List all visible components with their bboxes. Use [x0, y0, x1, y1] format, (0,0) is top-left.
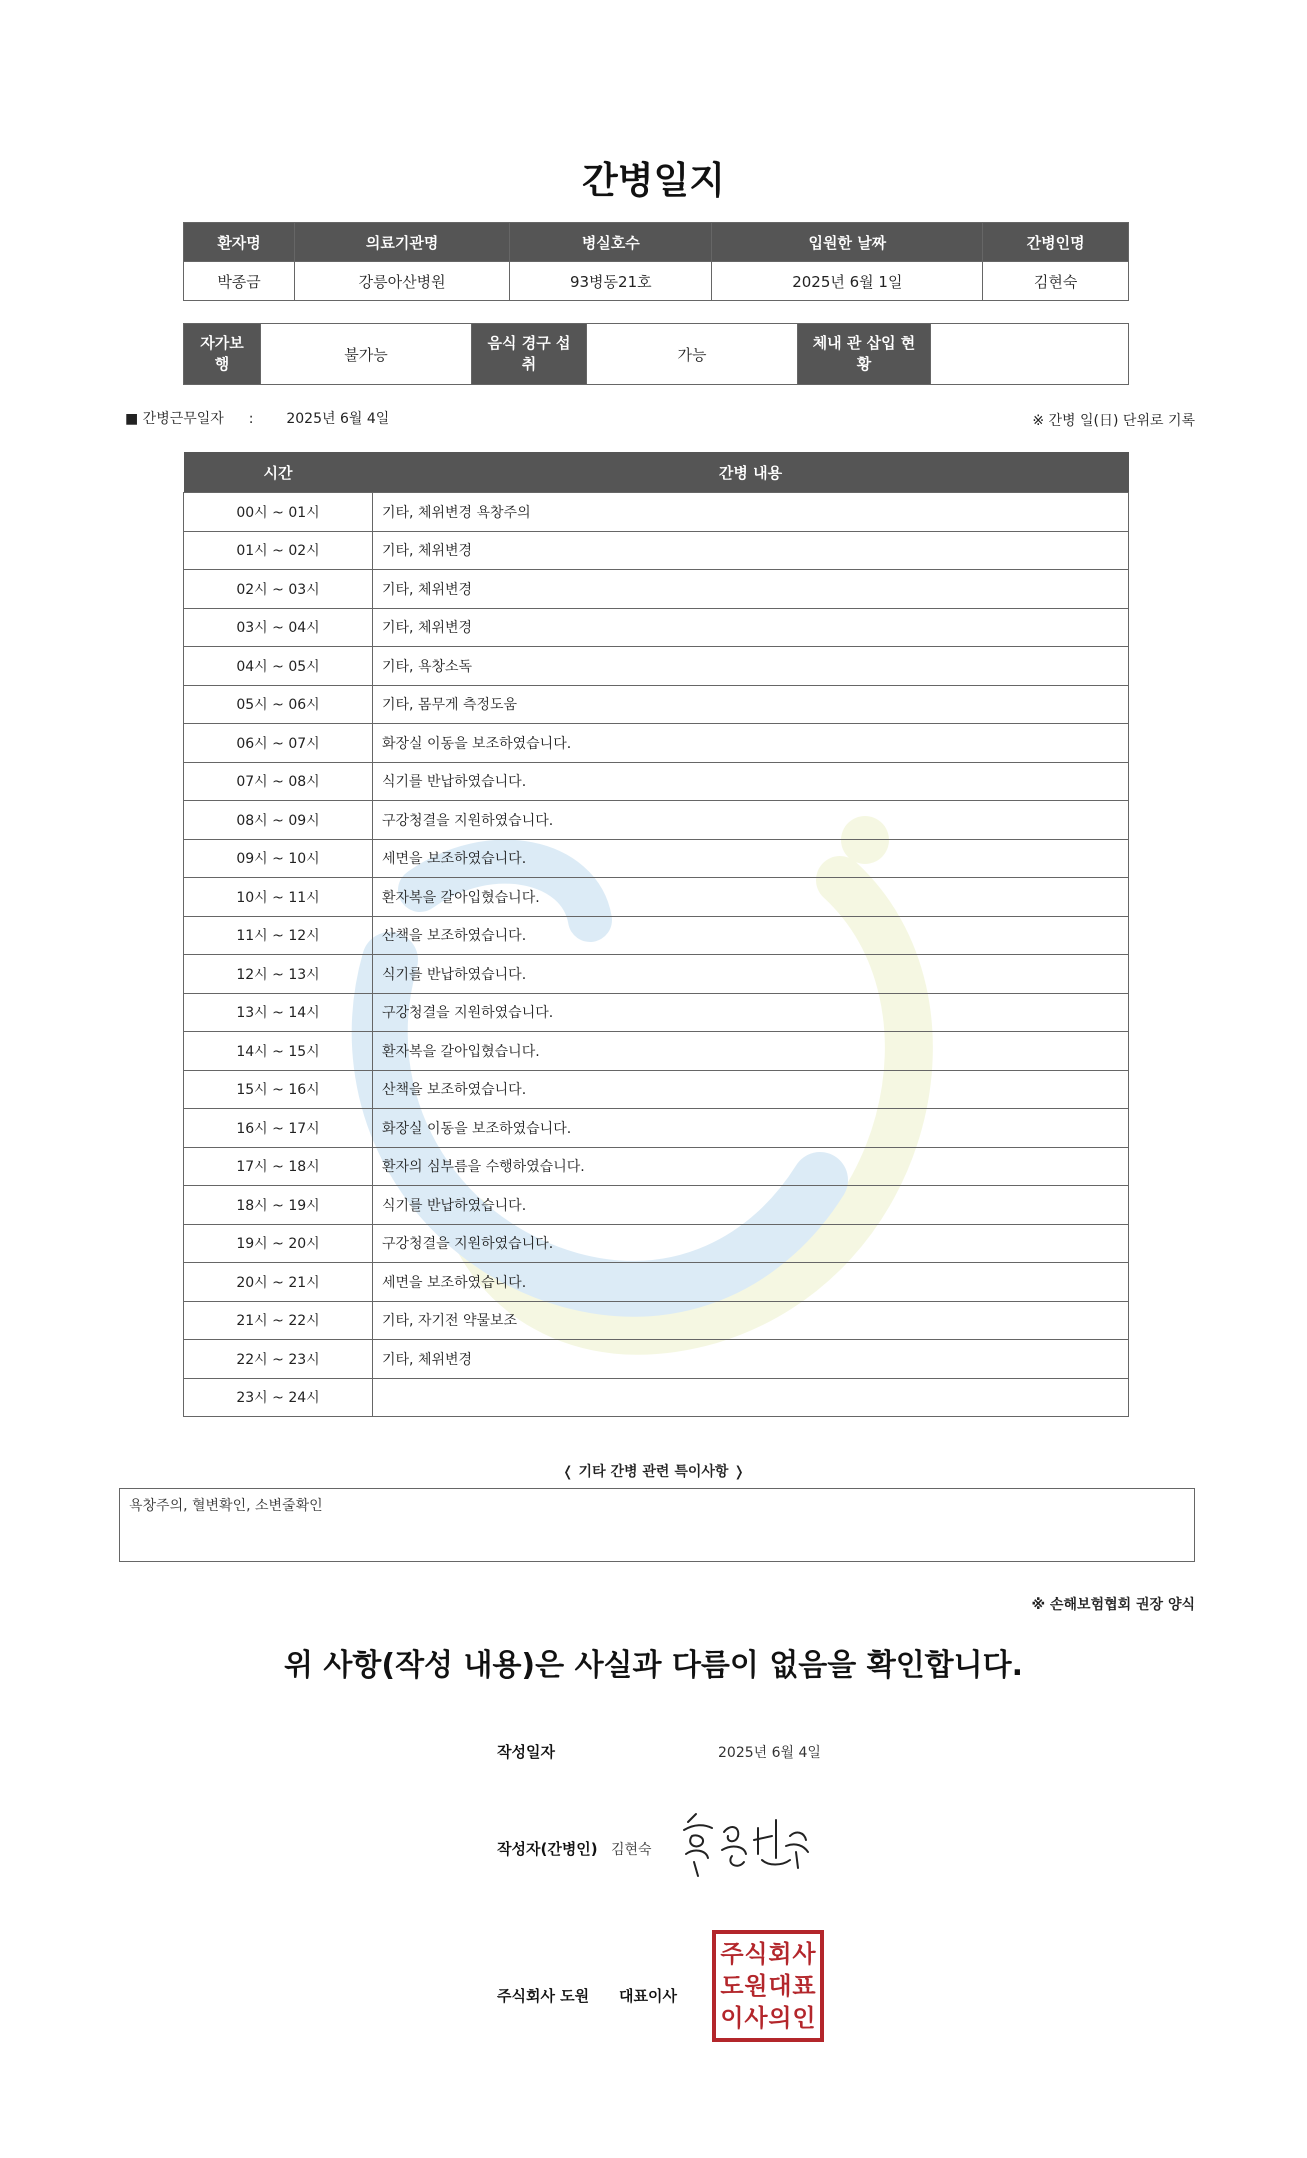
svg-text:이: 이 [720, 2004, 744, 2032]
log-content: 식기를 반납하였습니다. [373, 1186, 1129, 1225]
log-time: 22시 ~ 23시 [184, 1340, 373, 1379]
work-date-line [125, 408, 389, 428]
writer-label: 작성자(간병인) [497, 1840, 598, 1858]
log-content: 환자복을 갈아입혔습니다. [373, 1032, 1129, 1071]
svg-text:대: 대 [768, 1972, 792, 2000]
log-time: 13시 ~ 14시 [184, 993, 373, 1032]
log-time: 16시 ~ 17시 [184, 1109, 373, 1148]
log-row [184, 839, 1129, 878]
caregiver-name: 김현숙 [983, 262, 1129, 301]
handwritten-signature [678, 1810, 813, 1878]
svg-text:원: 원 [744, 1972, 768, 2000]
work-date-value: 2025년 6월 4일 [286, 411, 390, 427]
log-row [184, 1340, 1129, 1379]
log-time: 03시 ~ 04시 [184, 608, 373, 647]
log-row [184, 1224, 1129, 1263]
log-content: 구강청결을 지원하였습니다. [373, 993, 1129, 1032]
recommend-note: ※ 손해보험협회 권장 양식 [1031, 1597, 1195, 1613]
patient-info-table [183, 222, 1129, 301]
header-admission-date: 입원한 날짜 [712, 223, 983, 262]
write-date-value: 2025년 6월 4일 [718, 1745, 821, 1761]
header-room: 병실호수 [510, 223, 712, 262]
log-content: 기타, 체위변경 [373, 608, 1129, 647]
svg-text:회: 회 [768, 1940, 792, 1968]
log-time: 12시 ~ 13시 [184, 955, 373, 994]
log-time: 08시 ~ 09시 [184, 801, 373, 840]
writer-name: 김현숙 [611, 1842, 652, 1858]
svg-text:표: 표 [792, 1972, 816, 2000]
company-label: 주식회사 도원 [497, 1987, 590, 2005]
log-content: 산책을 보조하였습니다. [373, 1070, 1129, 1109]
log-content: 화장실 이동을 보조하였습니다. [373, 1109, 1129, 1148]
patient-name: 박종금 [184, 262, 295, 301]
log-content: 구강청결을 지원하였습니다. [373, 801, 1129, 840]
log-time: 21시 ~ 22시 [184, 1301, 373, 1340]
log-time: 07시 ~ 08시 [184, 762, 373, 801]
work-date-label: ■ 간병근무일자 [125, 411, 224, 427]
admission-date: 2025년 6월 1일 [712, 262, 983, 301]
log-content: 기타, 체위변경 [373, 531, 1129, 570]
log-content: 기타, 체위변경 [373, 570, 1129, 609]
log-row [184, 801, 1129, 840]
header-time: 시간 [184, 452, 373, 493]
walk-label: 자가보 행 [184, 324, 261, 385]
log-time: 23시 ~ 24시 [184, 1378, 373, 1417]
log-time: 11시 ~ 12시 [184, 916, 373, 955]
log-row [184, 685, 1129, 724]
header-patient-name: 환자명 [184, 223, 295, 262]
log-row [184, 1032, 1129, 1071]
log-row [184, 1109, 1129, 1148]
log-row [184, 1263, 1129, 1302]
food-value: 가능 [587, 324, 798, 385]
svg-text:인: 인 [792, 2004, 816, 2032]
svg-text:의: 의 [768, 2004, 792, 2032]
log-time: 20시 ~ 21시 [184, 1263, 373, 1302]
page-title: 간병일지 [582, 159, 725, 202]
log-time: 14시 ~ 15시 [184, 1032, 373, 1071]
log-content: 식기를 반납하였습니다. [373, 762, 1129, 801]
log-content: 세면을 보조하였습니다. [373, 839, 1129, 878]
svg-text:도: 도 [720, 1972, 744, 2000]
confirm-statement: 위 사항(작성 내용)은 사실과 다름이 없음을 확인합니다. [283, 1648, 1024, 1683]
log-content: 기타, 체위변경 [373, 1340, 1129, 1379]
log-row [184, 1301, 1129, 1340]
log-time: 06시 ~ 07시 [184, 724, 373, 763]
log-time: 15시 ~ 16시 [184, 1070, 373, 1109]
log-content: 기타, 체위변경 욕창주의 [373, 493, 1129, 532]
care-log-body [184, 493, 1129, 1417]
log-time: 18시 ~ 19시 [184, 1186, 373, 1225]
log-time: 00시 ~ 01시 [184, 493, 373, 532]
log-content: 구강청결을 지원하였습니다. [373, 1224, 1129, 1263]
log-content: 산책을 보조하였습니다. [373, 916, 1129, 955]
log-content: 기타, 자기전 약물보조 [373, 1301, 1129, 1340]
room-number: 93병동21호 [510, 262, 712, 301]
log-row [184, 993, 1129, 1032]
header-hospital: 의료기관명 [295, 223, 510, 262]
log-row [184, 724, 1129, 763]
company-seal [712, 1930, 824, 2042]
log-time: 01시 ~ 02시 [184, 531, 373, 570]
ceo-label: 대표이사 [619, 1987, 677, 2005]
log-content [373, 1378, 1129, 1417]
log-row [184, 878, 1129, 917]
log-time: 17시 ~ 18시 [184, 1147, 373, 1186]
log-row [184, 1378, 1129, 1417]
log-content: 세면을 보조하였습니다. [373, 1263, 1129, 1302]
unit-note: ※ 간병 일(日) 단위로 기록 [1032, 413, 1195, 429]
work-date-colon: : [248, 411, 254, 427]
log-row [184, 1147, 1129, 1186]
log-time: 19시 ~ 20시 [184, 1224, 373, 1263]
log-content: 화장실 이동을 보조하였습니다. [373, 724, 1129, 763]
log-content: 기타, 욕창소독 [373, 647, 1129, 686]
log-row [184, 762, 1129, 801]
walk-value: 불가능 [261, 324, 472, 385]
log-time: 10시 ~ 11시 [184, 878, 373, 917]
log-time: 05시 ~ 06시 [184, 685, 373, 724]
svg-text:식: 식 [744, 1940, 768, 1968]
food-label: 음식 경구 섭 취 [472, 324, 587, 385]
write-date-label: 작성일자 [497, 1743, 555, 1761]
patient-status-table [183, 323, 1129, 385]
header-caregiver: 간병인명 [983, 223, 1129, 262]
header-content: 간병 내용 [373, 452, 1129, 493]
log-row [184, 1186, 1129, 1225]
log-row [184, 647, 1129, 686]
svg-text:사: 사 [744, 2004, 768, 2032]
svg-text:주: 주 [720, 1940, 744, 1968]
log-row [184, 531, 1129, 570]
log-content: 환자의 심부름을 수행하였습니다. [373, 1147, 1129, 1186]
log-row [184, 570, 1129, 609]
log-row [184, 493, 1129, 532]
log-row [184, 916, 1129, 955]
log-row [184, 1070, 1129, 1109]
tube-label: 체내 관 삽입 현 황 [798, 324, 931, 385]
log-time: 04시 ~ 05시 [184, 647, 373, 686]
hospital-name: 강릉아산병원 [295, 262, 510, 301]
notes-box: 욕창주의, 혈변확인, 소변줄확인 [119, 1488, 1195, 1562]
log-time: 09시 ~ 10시 [184, 839, 373, 878]
log-content: 식기를 반납하였습니다. [373, 955, 1129, 994]
log-content: 기타, 몸무게 측정도움 [373, 685, 1129, 724]
log-time: 02시 ~ 03시 [184, 570, 373, 609]
care-log-table [183, 452, 1129, 1417]
log-row [184, 608, 1129, 647]
notes-title: ❬ 기타 간병 관련 특이사항 ❭ [561, 1464, 746, 1480]
svg-text:사: 사 [792, 1940, 816, 1968]
log-content: 환자복을 갈아입혔습니다. [373, 878, 1129, 917]
log-row [184, 955, 1129, 994]
tube-value [931, 324, 1129, 385]
